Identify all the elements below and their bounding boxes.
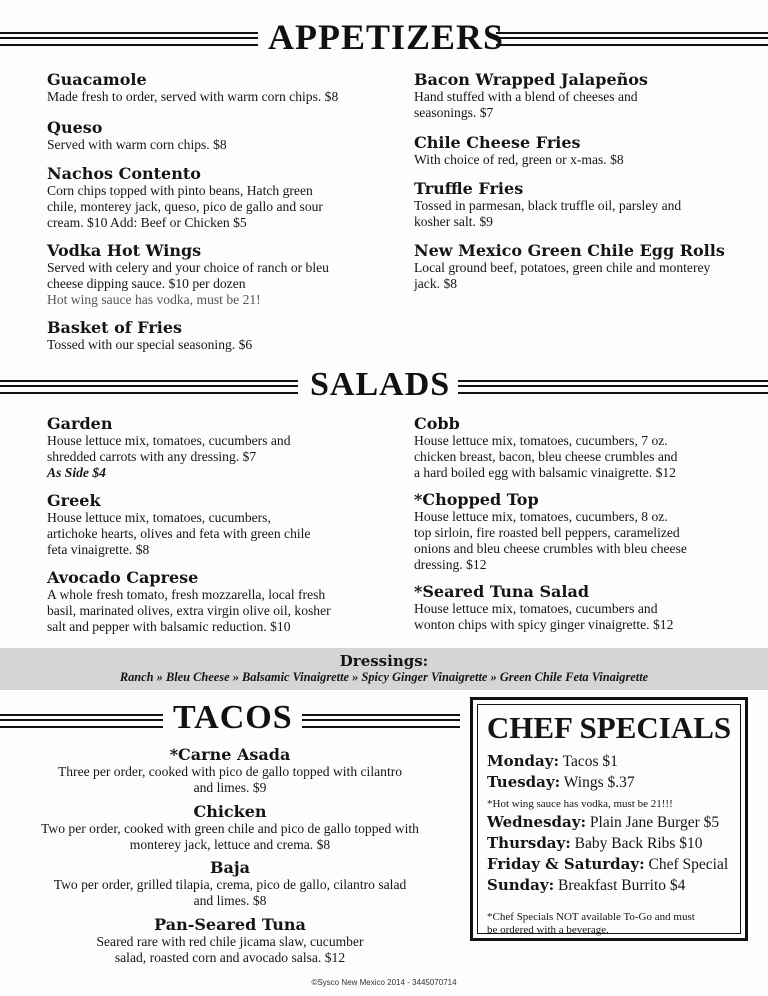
menu-item-carne-asada (0, 745, 460, 796)
menu-item-seared-tuna-salad (414, 582, 754, 633)
item-name: Pan-Seared Tuna (154, 915, 306, 934)
item-desc: House lettuce mix, tomatoes, cucumbers and (47, 433, 291, 448)
special-day: Wednesday: (487, 813, 587, 831)
item-name: Vodka Hot Wings (47, 241, 202, 260)
chef-specials-box (470, 697, 748, 941)
menu-item-vodka-wings (47, 241, 407, 308)
item-desc: Tossed in parmesan, black truffle oil, parsley and (414, 198, 682, 213)
menu-item-chile-cheese-fries (414, 133, 754, 168)
item-name: Basket of Fries (47, 318, 183, 337)
item-desc: jack. $8 (414, 276, 458, 291)
special-day: Monday: (487, 752, 559, 770)
item-desc: A whole fresh tomato, fresh mozzarella, local fresh (47, 587, 326, 602)
special-tuesday (487, 773, 635, 792)
specials-footnote-line2: be ordered with a beverage. (487, 924, 609, 936)
menu-item-pan-seared-tuna (0, 915, 460, 966)
item-desc: House lettuce mix, tomatoes, cucumbers, 8 oz. (414, 509, 668, 524)
item-desc: Hand stuffed with a blend of cheeses and (414, 89, 638, 104)
dressings-band (0, 648, 768, 690)
special-day: Thursday: (487, 834, 571, 852)
item-name: Cobb (414, 414, 460, 433)
special-monday (487, 752, 618, 771)
salads-rule-left (0, 380, 298, 394)
special-deal: Wings $.37 (563, 774, 635, 791)
footer-copyright: ©Sysco New Mexico 2014 - 3445070714 (311, 978, 457, 987)
special-deal: Tacos $1 (562, 753, 618, 770)
salads-rule-right (458, 380, 768, 394)
special-day: Sunday: (487, 876, 555, 894)
dressings-list: Ranch » Bleu Cheese » Balsamic Vinaigrette » Spicy Ginger Vinaigrette » Green Chile Feta Vinaigrette (119, 670, 649, 684)
item-desc: chile, monterey jack, queso, pico de gallo and sour (47, 199, 323, 214)
item-name: New Mexico Green Chile Egg Rolls (414, 241, 725, 260)
special-day: Tuesday: (487, 773, 561, 791)
item-name: *Chopped Top (414, 490, 539, 509)
item-desc: chicken breast, bacon, bleu cheese crumbles and (414, 449, 678, 464)
item-desc: Corn chips topped with pinto beans, Hatch green (47, 183, 313, 198)
item-name: Queso (47, 118, 103, 137)
special-thursday (487, 834, 703, 853)
item-desc: Seared rare with red chile jicama slaw, cucumber (96, 934, 364, 949)
item-desc: salad, roasted corn and avocado salsa. $12 (114, 950, 346, 965)
special-deal: Breakfast Burrito $4 (557, 877, 686, 894)
special-day: Friday & Saturday: (487, 855, 645, 873)
menu-item-chopped-top (414, 490, 754, 573)
special-wednesday (487, 813, 719, 832)
item-name: Garden (47, 414, 113, 433)
item-desc: cream. $10 Add: Beef or Chicken $5 (47, 215, 247, 230)
special-sunday (487, 876, 685, 895)
specials-footnote (487, 911, 695, 937)
item-name: Truffle Fries (414, 179, 524, 198)
salads-title: SALADS (310, 366, 451, 403)
item-desc: Two per order, cooked with green chile and pico de gallo topped with (41, 821, 419, 836)
appetizers-rule-right (496, 32, 768, 46)
item-name: Chile Cheese Fries (414, 133, 581, 152)
item-desc: House lettuce mix, tomatoes, cucumbers, 7 oz. (414, 433, 668, 448)
item-name: Greek (47, 491, 101, 510)
item-desc: Tossed with our special seasoning. $6 (47, 337, 253, 352)
item-desc: and limes. $9 (193, 780, 267, 795)
item-note: Hot wing sauce has vodka, must be 21! (47, 292, 261, 307)
menu-item-queso (47, 118, 407, 153)
tacos-rule-left (0, 714, 163, 728)
menu-item-baja-taco (0, 858, 460, 909)
item-desc: Two per order, grilled tilapia, crema, pico de gallo, cilantro salad (53, 877, 407, 892)
item-desc: cheese dipping sauce. $10 per dozen (47, 276, 246, 291)
menu-item-bacon-jalapenos (414, 70, 754, 121)
chef-specials-title: CHEF SPECIALS (486, 710, 732, 745)
item-side-price: As Side $4 (47, 465, 106, 480)
appetizers-title: APPETIZERS (268, 17, 505, 57)
item-desc: artichoke hearts, olives and feta with green chile (47, 526, 311, 541)
special-deal: Chef Special (648, 856, 729, 873)
menu-item-chicken-taco (0, 802, 460, 853)
item-desc: basil, marinated olives, extra virgin olive oil, kosher (47, 603, 331, 618)
item-desc: salt and pepper with balsamic reduction. $10 (47, 619, 291, 634)
item-desc: Served with celery and your choice of ranch or bleu (47, 260, 329, 275)
menu-item-nachos (47, 164, 407, 231)
item-name: *Seared Tuna Salad (414, 582, 590, 601)
menu-item-avocado-caprese (47, 568, 407, 635)
item-name: Guacamole (47, 70, 147, 89)
item-desc: shredded carrots with any dressing. $7 (47, 449, 257, 464)
item-desc: feta vinaigrette. $8 (47, 542, 150, 557)
menu-item-truffle-fries (414, 179, 754, 230)
item-name: Avocado Caprese (47, 568, 199, 587)
specials-footnote-line1: *Chef Specials NOT available To-Go and must (487, 911, 695, 923)
wing-note: *Hot wing sauce has vodka, must be 21!!! (487, 798, 673, 810)
dressings-title: Dressings: (339, 652, 429, 670)
item-desc: onions and bleu cheese crumbles with bleu cheese (414, 541, 687, 556)
special-deal: Plain Jane Burger $5 (589, 814, 720, 831)
item-desc: kosher salt. $9 (414, 214, 493, 229)
item-desc: Three per order, cooked with pico de gallo topped with cilantro (57, 764, 403, 779)
special-friday-saturday (487, 855, 728, 874)
menu-item-fries (47, 318, 407, 353)
menu-item-greek-salad (47, 491, 407, 558)
item-desc: Served with warm corn chips. $8 (47, 137, 227, 152)
item-name: *Carne Asada (169, 745, 291, 764)
item-desc: a hard boiled egg with balsamic vinaigrette. $12 (414, 465, 676, 480)
menu-item-garden-salad (47, 414, 407, 481)
tacos-title: TACOS (173, 699, 293, 736)
menu-item-egg-rolls (414, 241, 764, 292)
item-desc: and limes. $8 (193, 893, 267, 908)
item-name: Baja (209, 858, 251, 877)
tacos-rule-right (302, 714, 460, 728)
item-desc: top sirloin, fire roasted bell peppers, caramelized (414, 525, 680, 540)
item-desc: House lettuce mix, tomatoes, cucumbers, (47, 510, 271, 525)
item-name: Bacon Wrapped Jalapeños (414, 70, 648, 89)
item-desc: monterey jack, lettuce and crema. $8 (129, 837, 331, 852)
item-desc: Made fresh to order, served with warm corn chips. $8 (47, 89, 339, 104)
menu-item-guacamole (47, 70, 407, 105)
item-desc: House lettuce mix, tomatoes, cucumbers and (414, 601, 658, 616)
appetizers-rule-left (0, 32, 258, 46)
menu-item-cobb-salad (414, 414, 754, 481)
item-desc: dressing. $12 (414, 557, 487, 572)
item-desc: Local ground beef, potatoes, green chile and monterey (414, 260, 711, 275)
item-desc: wonton chips with spicy ginger vinaigrette. $12 (414, 617, 674, 632)
item-desc: With choice of red, green or x-mas. $8 (414, 152, 624, 167)
item-desc: seasonings. $7 (414, 105, 494, 120)
special-deal: Baby Back Ribs $10 (574, 835, 703, 852)
item-name: Chicken (193, 802, 267, 821)
item-name: Nachos Contento (47, 164, 201, 183)
